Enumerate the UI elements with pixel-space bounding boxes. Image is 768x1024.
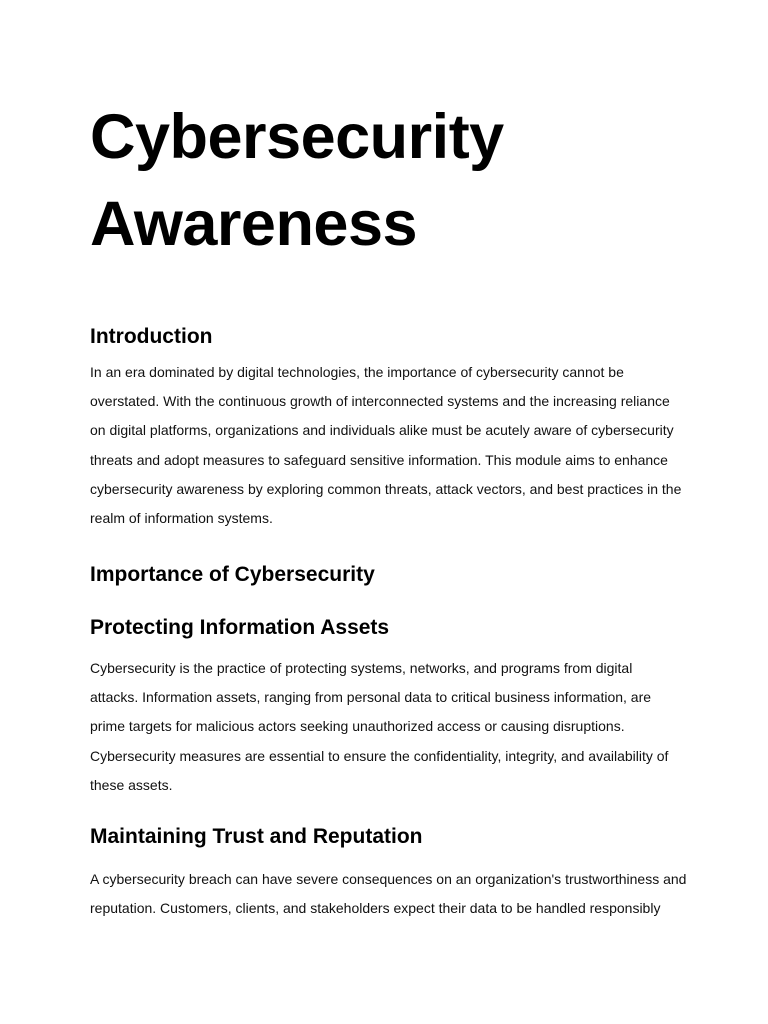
paragraph-line: cybersecurity awareness by exploring common threats, attack vectors, and best practices in the — [90, 480, 682, 497]
trust-reputation-heading: Maintaining Trust and Reputation — [90, 825, 423, 848]
paragraph-line: threats and adopt measures to safeguard sensitive information. This module aims to enhance — [90, 451, 668, 468]
paragraph-line: Cybersecurity measures are essential to ensure the confidentiality, integrity, and availability of — [90, 747, 669, 764]
paragraph-line: attacks. Information assets, ranging from personal data to critical business information, are — [90, 689, 652, 706]
paragraph-line: realm of information systems. — [90, 510, 273, 527]
protecting-assets-heading: Protecting Information Assets — [90, 616, 390, 639]
trust-reputation-paragraph — [90, 865, 686, 923]
title-line-1: Cybersecurity — [90, 102, 504, 172]
paragraph-line: In an era dominated by digital technologies, the importance of cybersecurity cannot be — [90, 364, 624, 380]
protecting-assets-paragraph — [90, 654, 686, 800]
paragraph-line: reputation. Customers, clients, and stakeholders expect their data to be handled responsibly — [90, 900, 661, 917]
paragraph-line: A cybersecurity breach can have severe consequences on an organization's trustworthiness and — [90, 871, 687, 887]
paragraph-line: these assets. — [90, 776, 173, 793]
paragraph-line: prime targets for malicious actors seeking unauthorized access or causing disruptions. — [90, 718, 625, 735]
paragraph-line: overstated. With the continuous growth of interconnected systems and the increasing reliance — [90, 393, 670, 410]
paragraph-line: Cybersecurity is the practice of protecting systems, networks, and programs from digital — [90, 660, 633, 676]
document-title — [90, 94, 504, 268]
introduction-paragraph — [90, 358, 686, 533]
importance-heading: Importance of Cybersecurity — [90, 563, 375, 586]
title-line-2: Awareness — [90, 189, 418, 259]
paragraph-line: on digital platforms, organizations and individuals alike must be acutely aware of cybersecurity — [90, 422, 674, 439]
introduction-heading: Introduction — [90, 325, 213, 348]
